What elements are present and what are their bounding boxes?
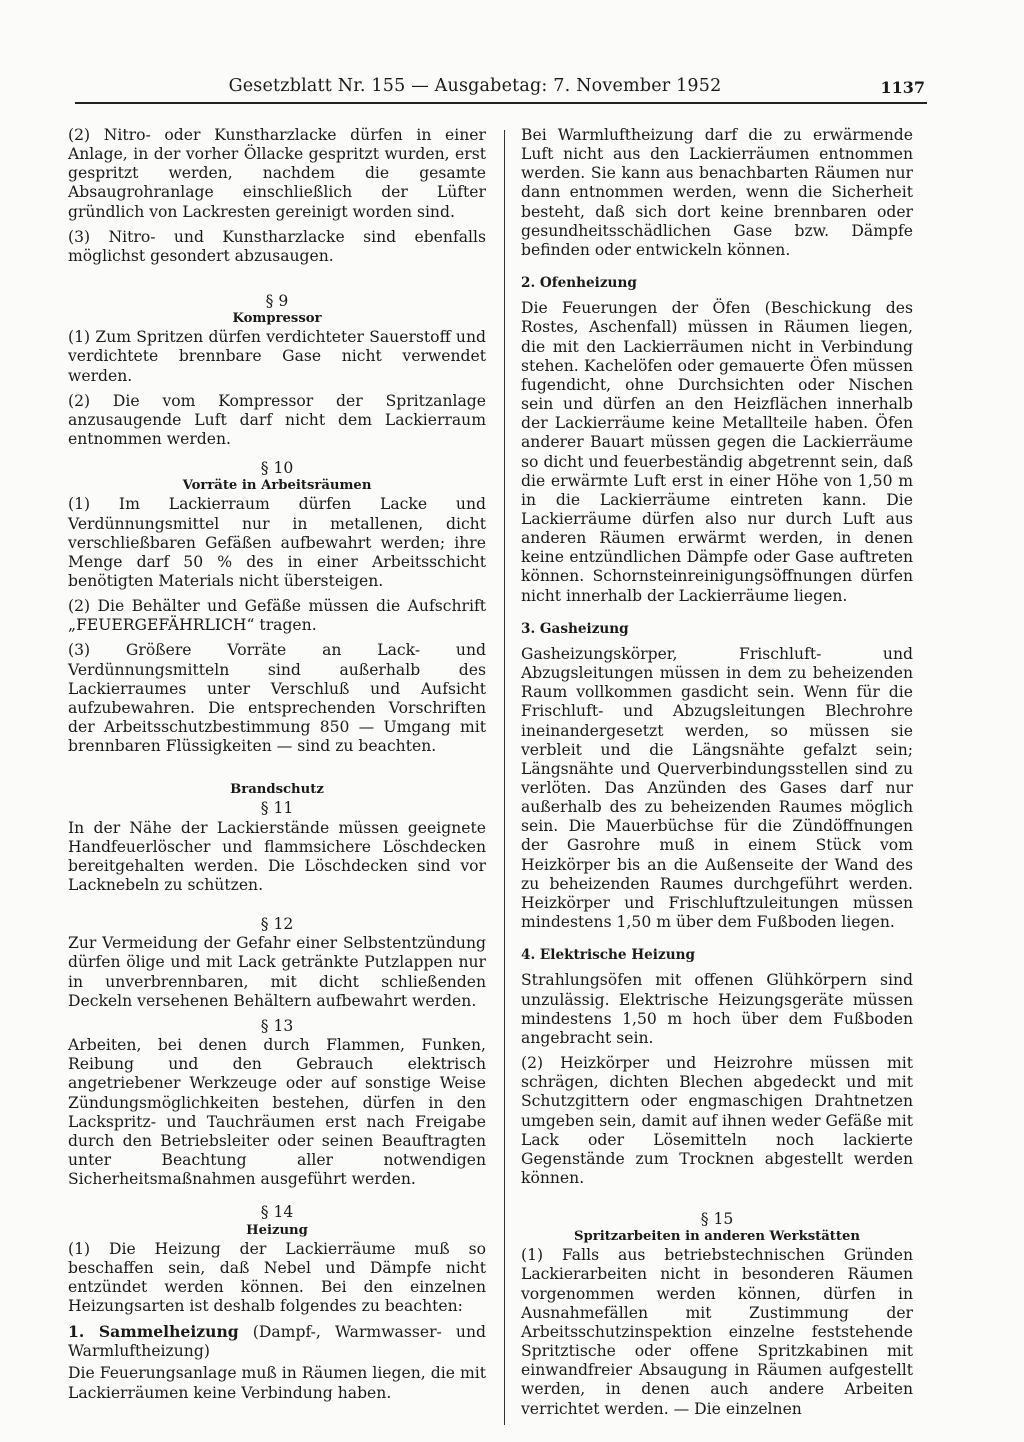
paragraph: (3) Größere Vorräte an Lack- und Verdünnungsmitteln sind außerhalb des Lackierraumes unter Verschluß und Aufsicht aufzubewahren. Die entsprechenden Vorschriften der Arbeitsschutzbestimmung 850 — Umgang mit brennbaren Flüssigkeiten — sind zu beachten. <box>68 641 486 756</box>
heating-type-label: 1. Sammelheizung <box>68 1322 239 1342</box>
paragraph: (1) Zum Spritzen dürfen verdichteter Sauerstoff und verdichtete brennbare Gase nicht verwendet werden. <box>68 328 486 385</box>
paragraph: Arbeiten, bei denen durch Flammen, Funken, Reibung und den Gebrauch elektrisch angetriebener Werkzeuge oder auf sonstige Weise Zündungsmöglichkeiten bestehen, dürfen in den Lackspritz- und Tauchräumen erst nach Freigabe durch den Betriebsleiter oder seinen Beauftragten unter Beachtung aller notwendigen Sicherheitsmaßnahmen ausgeführt werden. <box>68 1036 486 1189</box>
paragraph: (1) Falls aus betriebstechnischen Gründen Lackierarbeiten nicht in besonderen Räumen vorgenommen werden können, dürfen in Ausnahmefällen mit Zustimmung der Arbeitsschutzinspektion einzelne feststehende Spritztische oder offene Spritzkabinen mit einwandfreier Absaugung in Räumen aufgestellt werden, in denen auch andere Arbeiten verrichtet werden. — Die einzelnen <box>521 1246 913 1418</box>
section-number: § 11 <box>260 799 294 818</box>
column-divider <box>504 130 505 1425</box>
paragraph: Strahlungsöfen mit offenen Glühkörpern sind unzulässig. Elektrische Heizungsgeräte müssen mindestens 1,50 m hoch über dem Fußboden angebracht sein. <box>521 971 913 1047</box>
section-number: § 15 <box>700 1210 734 1229</box>
section-number: § 14 <box>260 1203 294 1222</box>
heating-type-heading: 4. Elektrische Heizung <box>521 947 695 964</box>
section-title: Brandschutz <box>230 782 324 798</box>
paragraph: Die Feuerungsanlage muß in Räumen liegen, die mit Lackierräumen keine Verbindung haben. <box>68 1364 486 1402</box>
paragraph: Zur Vermeidung der Gefahr einer Selbstentzündung dürfen ölige und mit Lack getränkte Putzlappen nur in unverbrennbaren, mit dicht schließenden Deckeln versehenen Behältern aufbewahrt werden. <box>68 934 486 1010</box>
paragraph: (1) Die Heizung der Lackierräume muß so beschaffen sein, daß Nebel und Dämpfe nicht entzündet werden können. Bei den einzelnen Heizungsarten ist deshalb folgendes zu beachten: <box>68 1239 486 1315</box>
section-title: Vorräte in Arbeitsräumen <box>182 478 372 494</box>
heating-type-heading: 3. Gasheizung <box>521 620 629 637</box>
left-column <box>68 126 486 1409</box>
page-number: 1137 <box>880 78 925 97</box>
section-number: § 13 <box>260 1016 294 1035</box>
heating-type-detail: (Dampf-, Warmwasser- und Warmluftheizung) <box>68 1323 486 1361</box>
section-title: Heizung <box>246 1222 308 1238</box>
section-number: § 9 <box>265 292 289 311</box>
paragraph: In der Nähe der Lackierstände müssen geeignete Handfeuerlöscher und flammsichere Löschdecken bereitgehalten werden. Die Löschdecken sind vor Lacknebeln zu schützen. <box>68 818 486 894</box>
paragraph: (2) Die vom Kompressor der Spritzanlage anzusaugende Luft darf nicht dem Lackierraum entnommen werden. <box>68 391 486 449</box>
paragraph: Gasheizungskörper, Frischluft- und Abzugsleitungen müssen in dem zu beheizenden Raum vollkommen gasdicht sein. Wenn für die Frischluft- und Abzugsleitungen Blechrohre ineinandergesetzt werden, so müssen sie verbleit und die Längsnähte gefalzt sein; Längsnähte und Querverbindungsstellen sind zu verlöten. Das Anzünden des Gases darf nur außerhalb des zu beheizenden Raumes möglich sein. Die Mauerbüchse für die Zündöffnungen der Gasrohre muß in einem Stück vom Heizkörper bis an die Außenseite der Wand des zu beheizenden Raumes durchgeführt werden. Heizkörper und Frischluftzuleitungen müssen mindestens 1,50 m über dem Fußboden liegen. <box>521 644 913 932</box>
right-column <box>521 126 913 1425</box>
page-header <box>75 70 927 104</box>
section-number: § 12 <box>260 915 294 934</box>
heating-type-heading: 2. Ofenheizung <box>521 275 637 292</box>
section-title: Spritzarbeiten in anderen Werkstätten <box>574 1229 860 1245</box>
paragraph: (2) Nitro- oder Kunstharzlacke dürfen in einer Anlage, in der vorher Öllacke gespritzt wurden, erst gespritzt werden, nachdem die gesamte Absaugrohranlage einschließlich der Lüfter gründlich von Lackresten gereinigt worden sind. <box>68 126 486 221</box>
paragraph: (2) Die Behälter und Gefäße müssen die Aufschrift „FEUERGEFÄHRLICH“ tragen. <box>68 597 486 635</box>
heating-type-heading <box>68 1322 486 1361</box>
gazette-title: Gesetzblatt Nr. 155 — Ausgabetag: 7. November 1952 <box>228 76 722 96</box>
paragraph: Die Feuerungen der Öfen (Beschickung des Rostes, Aschenfall) müssen in Räumen liegen, die mit den Lackierräumen nicht in Verbindung stehen. Kachelöfen oder gemauerte Öfen müssen fugendicht, ohne Durchsichten oder Nischen sein und dürfen an den Heizflächen innerhalb der Lackierräume keine Metallteile haben. Öfen anderer Bauart müssen gegen die Lackierräume so dicht und feuerbeständig abgetrennt sein, daß die erwärmte Luft erst in einer Höhe von 1,50 m in die Lackierräume eintreten kann. Die Lackierräume dürfen also nur durch Luft aus anderen Räumen erwärmt werden, in denen keine entzündlichen Dämpfe oder Gase auftreten können. Schornsteinreinigungsöffnungen dürfen nicht innerhalb der Lackierräume liegen. <box>521 299 913 605</box>
paragraph: Bei Warmluftheizung darf die zu erwärmende Luft nicht aus den Lackierräumen entnommen werden. Sie kann aus benachbarten Räumen nur dann entnommen werden, wenn die Sicherheit besteht, daß sich dort keine brennbaren oder gesundheitsschädlichen Gase bzw. Dämpfe befinden oder entwickeln können. <box>521 126 913 259</box>
section-number: § 10 <box>260 459 294 478</box>
paragraph: (3) Nitro- und Kunstharzlacke sind ebenfalls möglichst gesondert abzusaugen. <box>68 227 486 265</box>
paragraph: (1) Im Lackierraum dürfen Lacke und Verdünnungsmittel nur in metallenen, dicht verschließbaren Gefäßen aufbewahrt werden; ihre Menge darf 50 % des in einer Arbeitsschicht benötigten Materials nicht übersteigen. <box>68 495 486 590</box>
paragraph: (2) Heizkörper und Heizrohre müssen mit schrägen, dichten Blechen abgedeckt und mit Schutzgittern oder engmaschigen Drahtnetzen umgeben sein, damit auf ihnen weder Gefäße mit Lack oder Lösemitteln noch lackierte Gegenstände zum Trocknen abgestellt werden können. <box>521 1054 913 1187</box>
section-title: Kompressor <box>232 311 322 327</box>
